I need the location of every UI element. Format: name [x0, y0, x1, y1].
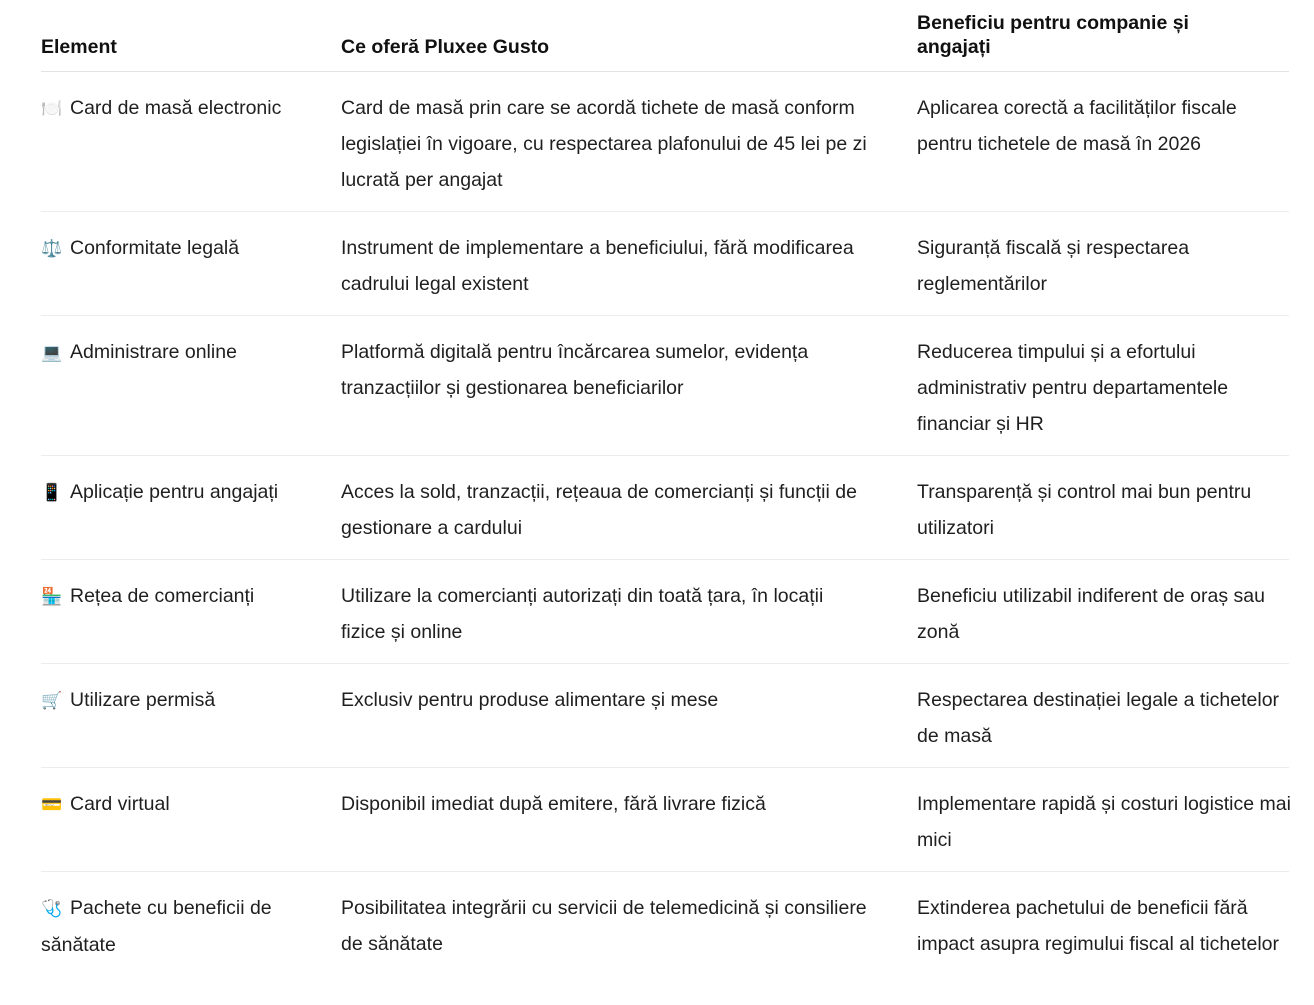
- credit-card-icon: 💳: [41, 795, 63, 815]
- element-cell: [41, 578, 286, 615]
- element-label: Card de masă electronic: [70, 97, 282, 119]
- element-cell: [41, 90, 286, 127]
- offer-cell: Posibilitatea integrării cu servicii de telemedicină și consiliere de sănătate: [341, 897, 867, 955]
- benefits-table: [41, 0, 1289, 1005]
- benefit-cell: Implementare rapidă și costuri logistice mai mici: [917, 793, 1291, 851]
- shopping-cart-icon: 🛒: [41, 691, 63, 711]
- element-label: Aplicație pentru angajați: [70, 481, 279, 503]
- offer-cell: Instrument de implementare a beneficiului, fără modificarea cadrului legal existent: [341, 237, 854, 295]
- offer-cell: Card de masă prin care se acordă tichete de masă conform legislației în vigoare, cu respectarea plafonului de 45 lei pe zi lucrată per angajat: [341, 97, 867, 191]
- offer-cell: Platformă digitală pentru încărcarea sumelor, evidența tranzacțiilor și gestionarea beneficiarilor: [341, 341, 809, 399]
- element-label: Conformitate legală: [70, 237, 240, 259]
- stethoscope-icon: 🩺: [41, 899, 63, 919]
- element-cell: [41, 474, 286, 511]
- element-cell: [41, 230, 286, 267]
- mobile-phone-icon: 📱: [41, 483, 63, 503]
- benefit-cell: Transparență și control mai bun pentru utilizatori: [917, 481, 1252, 539]
- element-cell: [41, 334, 286, 371]
- offer-cell: Utilizare la comercianți autorizați din toată țara, în locații fizice și online: [341, 585, 824, 643]
- balance-scale-icon: ⚖️: [41, 239, 63, 259]
- element-label: Rețea de comercianți: [70, 585, 255, 607]
- element-label: Utilizare permisă: [70, 689, 216, 711]
- table-header: [41, 0, 1289, 72]
- store-icon: 🏪: [41, 587, 63, 607]
- header-element: Element: [41, 36, 117, 58]
- laptop-icon: 💻: [41, 343, 63, 363]
- element-cell: [41, 786, 286, 823]
- element-cell: [41, 890, 286, 963]
- table-row: [41, 212, 1289, 316]
- offer-cell: Acces la sold, tranzacții, rețeaua de comercianți și funcții de gestionare a cardului: [341, 481, 857, 539]
- table-row: [41, 768, 1289, 872]
- element-cell: [41, 682, 286, 719]
- element-label: Pachete cu beneficii de sănătate: [41, 897, 272, 956]
- header-benefit: Beneficiu pentru companie și angajați: [917, 12, 1189, 58]
- offer-cell: Disponibil imediat după emitere, fără livrare fizică: [341, 793, 766, 815]
- header-offer: Ce oferă Pluxee Gusto: [341, 36, 550, 58]
- benefit-cell: Reducerea timpului și a efortului administrativ pentru departamentele financiar și HR: [917, 341, 1229, 435]
- table-row: [41, 664, 1289, 768]
- benefit-cell: Beneficiu utilizabil indiferent de oraș sau zonă: [917, 585, 1265, 643]
- benefit-cell: Extinderea pachetului de beneficii fără impact asupra regimului fiscal al tichetelor: [917, 897, 1279, 955]
- plate-cutlery-icon: 🍽️: [41, 99, 63, 119]
- benefit-cell: Siguranță fiscală și respectarea reglementărilor: [917, 237, 1190, 295]
- offer-cell: Exclusiv pentru produse alimentare și mese: [341, 689, 719, 711]
- benefit-cell: Aplicarea corectă a facilităților fiscale pentru tichetele de masă în 2026: [917, 97, 1237, 155]
- benefit-cell: Respectarea destinației legale a tichetelor de masă: [917, 689, 1280, 747]
- table-row: [41, 316, 1289, 456]
- element-label: Administrare online: [70, 341, 237, 363]
- table-row: [41, 456, 1289, 560]
- element-label: Card virtual: [70, 793, 170, 815]
- table-row: [41, 72, 1289, 212]
- table-row: [41, 560, 1289, 664]
- table-row: [41, 872, 1289, 1005]
